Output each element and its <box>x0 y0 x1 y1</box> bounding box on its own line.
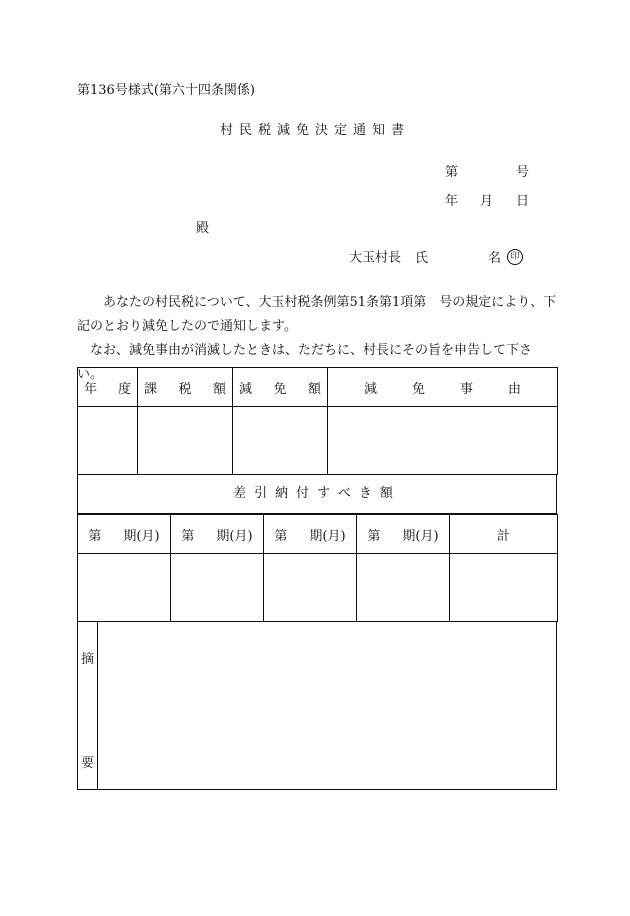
issuer-title: 大玉村長 <box>349 250 402 266</box>
recipient-honorific: 殿 <box>196 221 210 236</box>
net-payable-heading: 差引納付すべき額 <box>77 474 557 514</box>
header-installment-4: 第 期(月) <box>357 515 450 554</box>
remarks-box[interactable] <box>77 621 557 790</box>
cell-installment-4[interactable] <box>357 554 450 622</box>
body-paragraph-1: あなたの村民税について、大玉村税条例第51条第1項第 号の規定により、下記のとおり減免したので通知します。 <box>77 295 557 334</box>
document-title: 村民税減免決定通知書 <box>219 123 410 138</box>
header-installment-1: 第 期(月) <box>78 515 171 554</box>
cell-installment-3[interactable] <box>264 554 357 622</box>
reduction-table-entry-row <box>78 407 558 475</box>
body-paragraph-2: なお、減免事由が消滅したときは、ただちに、村長にその旨を申告して下さい。 <box>77 343 533 382</box>
installment-table <box>77 514 558 622</box>
cell-fiscal-year[interactable] <box>78 407 138 475</box>
document-number-prefix: 第 <box>445 165 459 180</box>
header-total: 計 <box>450 515 558 554</box>
header-taxable-amount: 課 税 額 <box>138 368 233 407</box>
cell-reduction-reason[interactable] <box>328 407 558 475</box>
issuer-line <box>349 250 523 266</box>
date-month-label: 月 <box>480 194 494 209</box>
document-number-suffix: 号 <box>516 165 530 180</box>
form-number: 第136号様式(第六十四条関係) <box>77 83 255 98</box>
remarks-label-top: 摘 <box>81 652 95 667</box>
date-year-label: 年 <box>445 194 459 209</box>
date-day-label: 日 <box>516 194 530 209</box>
cell-installment-1[interactable] <box>78 554 171 622</box>
header-fiscal-year: 年 度 <box>78 368 138 407</box>
header-installment-3: 第 期(月) <box>264 515 357 554</box>
remarks-divider <box>97 621 98 789</box>
seal-icon: 印 <box>507 249 523 265</box>
reduction-table <box>77 367 558 475</box>
issuer-name-label-2: 名 <box>488 250 502 266</box>
installment-table-header <box>78 515 558 554</box>
remarks-label-bottom: 要 <box>81 756 95 771</box>
header-reduction-amount: 減 免 額 <box>233 368 328 407</box>
header-reduction-reason: 減 免 事 由 <box>328 368 558 407</box>
cell-total[interactable] <box>450 554 558 622</box>
installment-table-entry-row <box>78 554 558 622</box>
header-installment-2: 第 期(月) <box>171 515 264 554</box>
cell-reduction-amount[interactable] <box>233 407 328 475</box>
cell-taxable-amount[interactable] <box>138 407 233 475</box>
issuer-name-label-1: 氏 <box>415 250 429 266</box>
reduction-table-header <box>78 368 558 407</box>
cell-installment-2[interactable] <box>171 554 264 622</box>
